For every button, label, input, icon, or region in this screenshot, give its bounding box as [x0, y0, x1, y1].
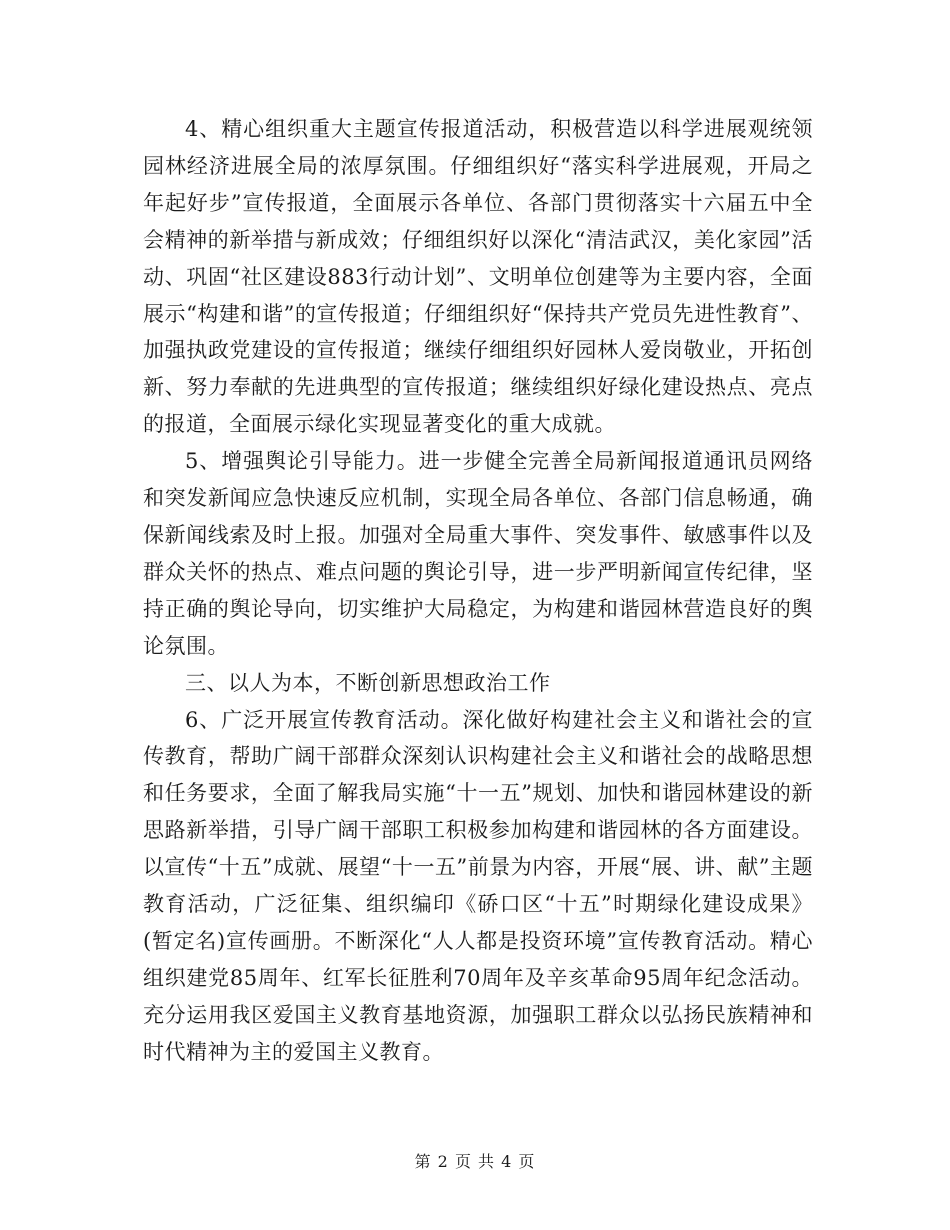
page-number: 第 2 页 共 4 页	[414, 1152, 536, 1171]
document-body	[143, 111, 813, 1071]
section-heading: 三、以人为本，不断创新思想政治工作	[185, 670, 551, 695]
paragraph-item-6: 6、广泛开展宣传教育活动。深化做好构建社会主义和谐社会的宣传教育，帮助广阔干部群众深刻认识构建社会主义和谐社会的战略思想和任务要求，全面了解我局实施“十一五”规划、加快和谐园林建设的新思路新举措，引导广阔干部职工积极参加构建和谐园林的各方面建设。以宣传“十五”成就、展望“十一五”前景为内容，开展“展、讲、献”主题教育活动，广泛征集、组织编印《硚口区“十五”时期绿化建设成果》(暂定名)宣传画册。不断深化“人人都是投资环境”宣传教育活动。精心组织建党85周年、红军长征胜利70周年及辛亥革命95周年纪念活动。充分运用我区爱国主义教育基地资源，加强职工群众以弘扬民族精神和时代精神为主的爱国主义教育。	[143, 707, 813, 1064]
paragraph-item-4: 4、精心组织重大主题宣传报道活动，积极营造以科学进展观统领园林经济进展全局的浓厚氛围。仔细组织好“落实科学进展观，开局之年起好步”宣传报道，全面展示各单位、各部门贯彻落实十六届五中全会精神的新举措与新成效；仔细组织好以深化“清洁武汉，美化家园”活动、巩固“社区建设883行动计划”、文明单位创建等为主要内容，全面展示“构建和谐”的宣传报道；仔细组织好“保持共产党员先进性教育”、加强执政党建设的宣传报道；继续仔细组织好园林人爱岗敬业，开拓创新、努力奉献的先进典型的宣传报道；继续组织好绿化建设热点、亮点的报道，全面展示绿化实现显著变化的重大成就。	[143, 117, 813, 437]
paragraph-item-5: 5、增强舆论引导能力。进一步健全完善全局新闻报道通讯员网络和突发新闻应急快速反应机制，实现全局各单位、各部门信息畅通，确保新闻线索及时上报。加强对全局重大事件、突发事件、敏感事件以及群众关怀的热点、难点问题的舆论引导，进一步严明新闻宣传纪律，坚持正确的舆论导向，切实维护大局稳定，为构建和谐园林营造良好的舆论氛围。	[143, 449, 813, 658]
